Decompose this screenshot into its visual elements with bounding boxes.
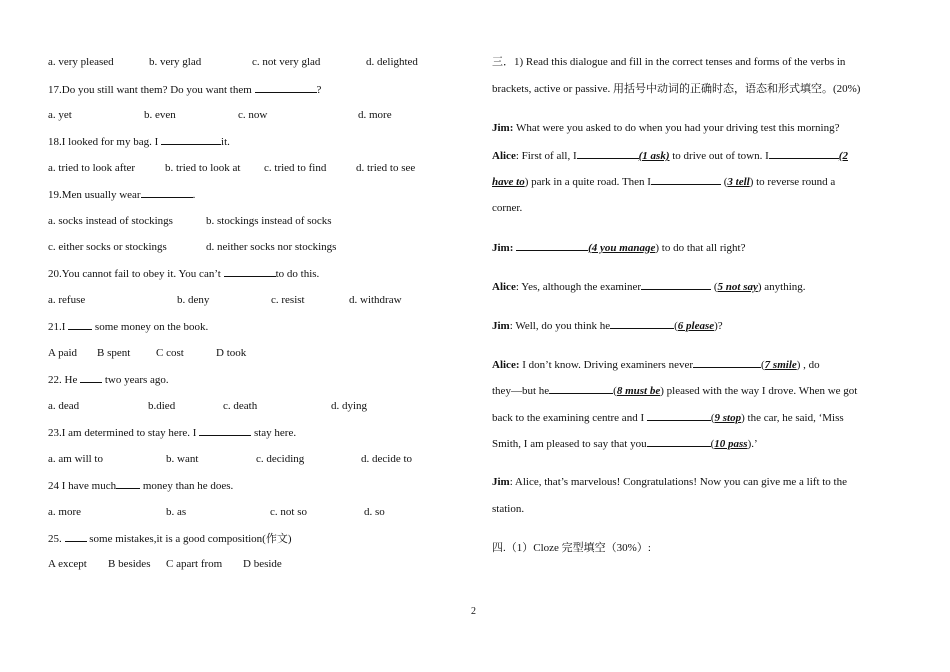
dialogue-text: ) anything. bbox=[757, 281, 806, 293]
dialogue-alice-3b bbox=[492, 384, 857, 398]
answer-blank bbox=[255, 83, 317, 93]
verb-hint-4: (4 you manage bbox=[588, 242, 656, 254]
question-text: some mistakes,it is a good composition(作文) bbox=[86, 533, 292, 545]
page-number: 2 bbox=[471, 606, 476, 617]
question-text: 17.Do you still want them? Do you want them bbox=[48, 84, 255, 96]
dialogue-text: ) , do bbox=[796, 359, 820, 371]
question-text: some money on the book. bbox=[92, 321, 209, 333]
verb-hint-1: (1 ask) bbox=[638, 150, 670, 162]
question-stem bbox=[48, 532, 292, 546]
section3-title-line2: brackets, active or passive. 用括号中动词的正确时态，语态和形式填空。(20%) bbox=[492, 83, 861, 95]
option-a: a. am will to bbox=[48, 453, 103, 465]
question-text: money than he does. bbox=[140, 480, 234, 492]
question-stem bbox=[48, 267, 319, 281]
option-a: a. more bbox=[48, 506, 81, 518]
dialogue-text: ( bbox=[710, 438, 715, 450]
question-text: 20.You cannot fail to obey it. You can’t bbox=[48, 268, 224, 280]
dialogue-jim-4b bbox=[492, 503, 524, 516]
option-d: d. so bbox=[364, 506, 385, 518]
dialogue-text: ( bbox=[761, 359, 765, 371]
section3-title-line1: 三．1) Read this dialogue and fill in the correct tenses and forms of the verbs in bbox=[492, 56, 846, 68]
question-text: stay here. bbox=[251, 427, 297, 439]
answer-blank bbox=[651, 175, 721, 185]
answer-blank bbox=[224, 267, 276, 277]
option-b: b. stockings instead of socks bbox=[206, 215, 332, 227]
question-text: to do this. bbox=[275, 268, 320, 280]
dialogue-text: I don’t know. Driving examiners never bbox=[519, 359, 693, 371]
option-a: a. refuse bbox=[48, 294, 86, 306]
option-b: B spent bbox=[97, 347, 131, 359]
dialogue-jim-2 bbox=[492, 241, 746, 255]
dialogue-text: : First of all, I bbox=[515, 150, 577, 162]
dialogue-text: What were you asked to do when you had your driving test this morning? bbox=[513, 122, 840, 134]
speaker-jim: Jim: bbox=[492, 122, 514, 134]
question-stem bbox=[48, 426, 296, 440]
dialogue-alice-1c bbox=[492, 202, 522, 215]
answer-blank bbox=[647, 411, 711, 421]
answer-blank bbox=[141, 188, 193, 198]
option-a: a. yet bbox=[48, 109, 72, 121]
option-b: d. neither socks nor stockings bbox=[206, 241, 337, 253]
option-d: D took bbox=[216, 347, 247, 359]
option-b: b. want bbox=[166, 453, 199, 465]
answer-blank bbox=[80, 373, 102, 383]
option-d: d. delighted bbox=[366, 56, 418, 68]
question-text: two years ago. bbox=[102, 374, 169, 386]
option-b: b. deny bbox=[177, 294, 210, 306]
answer-blank bbox=[68, 320, 92, 330]
speaker-alice: Alice bbox=[492, 281, 516, 293]
dialogue-text: ) park in a quite road. Then I bbox=[524, 176, 651, 188]
dialogue-text: ) the car, he said, ‘Miss bbox=[741, 412, 844, 424]
option-d: d. more bbox=[358, 109, 392, 121]
option-c: c. tried to find bbox=[264, 162, 327, 174]
dialogue-text: station. bbox=[492, 503, 525, 515]
option-c: C cost bbox=[156, 347, 184, 359]
answer-blank bbox=[693, 358, 761, 368]
answer-blank bbox=[65, 532, 87, 542]
dialogue-text: ( bbox=[720, 176, 728, 188]
dialogue-text: ) to do that all right? bbox=[655, 242, 746, 254]
dialogue-text: ( bbox=[711, 281, 718, 293]
verb-hint-3: 3 tell bbox=[727, 176, 750, 188]
option-b: b. tried to look at bbox=[165, 162, 241, 174]
question-text: . bbox=[192, 189, 196, 201]
question-stem bbox=[48, 320, 208, 334]
dialogue-text: ) to reverse round a bbox=[749, 176, 836, 188]
question-text: 21.I bbox=[48, 321, 69, 333]
verb-hint-9: 9 stop bbox=[714, 412, 742, 424]
verb-hint-2a: (2 bbox=[838, 150, 848, 162]
option-c: C apart from bbox=[166, 558, 223, 570]
option-a: a. tried to look after bbox=[48, 162, 136, 174]
dialogue-text: back to the examining centre and I bbox=[492, 412, 647, 424]
option-c: c. deciding bbox=[256, 453, 305, 465]
question-text: 25. bbox=[48, 533, 65, 545]
dialogue-alice-2 bbox=[492, 280, 806, 294]
option-c: c. not so bbox=[270, 506, 307, 518]
answer-blank bbox=[199, 426, 251, 436]
option-b: B besides bbox=[108, 558, 151, 570]
option-a: a. very pleased bbox=[48, 56, 114, 68]
option-a: c. either socks or stockings bbox=[48, 241, 167, 253]
question-text: ? bbox=[316, 84, 322, 96]
dialogue-alice-1b bbox=[492, 175, 835, 189]
dialogue-alice-3d bbox=[492, 437, 758, 451]
question-stem bbox=[48, 188, 195, 202]
answer-blank bbox=[769, 149, 839, 159]
option-d: d. tried to see bbox=[356, 162, 416, 174]
option-a: A except bbox=[48, 558, 87, 570]
option-c: c. now bbox=[238, 109, 268, 121]
dialogue-text: Smith, I am pleased to say that you bbox=[492, 438, 647, 450]
answer-blank bbox=[577, 149, 639, 159]
question-stem bbox=[48, 479, 233, 493]
option-b: b. as bbox=[166, 506, 187, 518]
answer-blank bbox=[641, 280, 711, 290]
option-b: b. very glad bbox=[149, 56, 202, 68]
dialogue-text: corner. bbox=[492, 202, 523, 214]
dialogue-alice-3c bbox=[492, 411, 844, 425]
dialogue-text: to drive out of town. I bbox=[669, 150, 769, 162]
answer-blank bbox=[116, 479, 140, 489]
speaker-alice: Alice bbox=[492, 150, 516, 162]
option-b: b. even bbox=[144, 109, 176, 121]
dialogue-text: : Yes, although the examiner bbox=[515, 281, 642, 293]
question-text: 22. He bbox=[48, 374, 81, 386]
question-text: 18.I looked for my bag. I bbox=[48, 136, 162, 148]
option-d: D beside bbox=[243, 558, 282, 570]
section4-title: 四.（1）Cloze 完型填空（30%）: bbox=[492, 542, 651, 554]
dialogue-text: ) pleased with the way I drove. When we got bbox=[660, 385, 858, 397]
dialogue-text: : Alice, that’s marvelous! Congratulations! Now you can give me a lift to the bbox=[509, 476, 847, 488]
dialogue-jim-3 bbox=[492, 319, 723, 333]
answer-blank bbox=[647, 437, 711, 447]
speaker-jim: Jim: bbox=[492, 242, 514, 254]
option-a: a. socks instead of stockings bbox=[48, 215, 173, 227]
dialogue-jim-4 bbox=[492, 476, 847, 489]
option-c: c. death bbox=[223, 400, 258, 412]
dialogue-text: ( bbox=[613, 385, 617, 397]
dialogue-text: they—but he bbox=[492, 385, 550, 397]
speaker-jim: Jim bbox=[492, 320, 510, 332]
question-stem bbox=[48, 135, 230, 149]
dialogue-jim-1 bbox=[492, 122, 839, 135]
answer-blank bbox=[549, 384, 613, 394]
verb-hint-10: 10 pass bbox=[714, 438, 748, 450]
option-d: d. withdraw bbox=[349, 294, 402, 306]
speaker-alice: Alice: bbox=[492, 359, 520, 371]
speaker-jim: Jim bbox=[492, 476, 510, 488]
option-d: d. decide to bbox=[361, 453, 413, 465]
option-c: c. not very glad bbox=[252, 56, 321, 68]
option-a: A paid bbox=[48, 347, 78, 359]
question-text: it. bbox=[221, 136, 230, 148]
dialogue-text: ( bbox=[674, 320, 678, 332]
dialogue-alice-1 bbox=[492, 149, 848, 163]
question-text: 19.Men usually wear bbox=[48, 189, 141, 201]
question-text: 24 I have much bbox=[48, 480, 117, 492]
option-a: a. dead bbox=[48, 400, 80, 412]
answer-blank bbox=[161, 135, 221, 145]
dialogue-text: )? bbox=[714, 320, 723, 332]
verb-hint-8: 8 must be bbox=[616, 385, 661, 397]
dialogue-text: ).’ bbox=[747, 438, 758, 450]
verb-hint-6: 6 please bbox=[677, 320, 715, 332]
question-stem bbox=[48, 373, 169, 387]
answer-blank bbox=[610, 319, 674, 329]
verb-hint-2b: have to bbox=[492, 176, 525, 188]
dialogue-text: ( bbox=[710, 412, 715, 424]
question-text: 23.I am determined to stay here. I bbox=[48, 427, 200, 439]
option-c: c. resist bbox=[271, 294, 305, 306]
dialogue-text: : Well, do you think he bbox=[509, 320, 611, 332]
option-b: b.died bbox=[148, 400, 176, 412]
option-d: d. dying bbox=[331, 400, 368, 412]
question-stem bbox=[48, 83, 321, 97]
answer-blank bbox=[516, 241, 588, 251]
verb-hint-5: 5 not say bbox=[717, 281, 758, 293]
verb-hint-7: 7 smile bbox=[764, 359, 797, 371]
dialogue-alice-3 bbox=[492, 358, 820, 372]
